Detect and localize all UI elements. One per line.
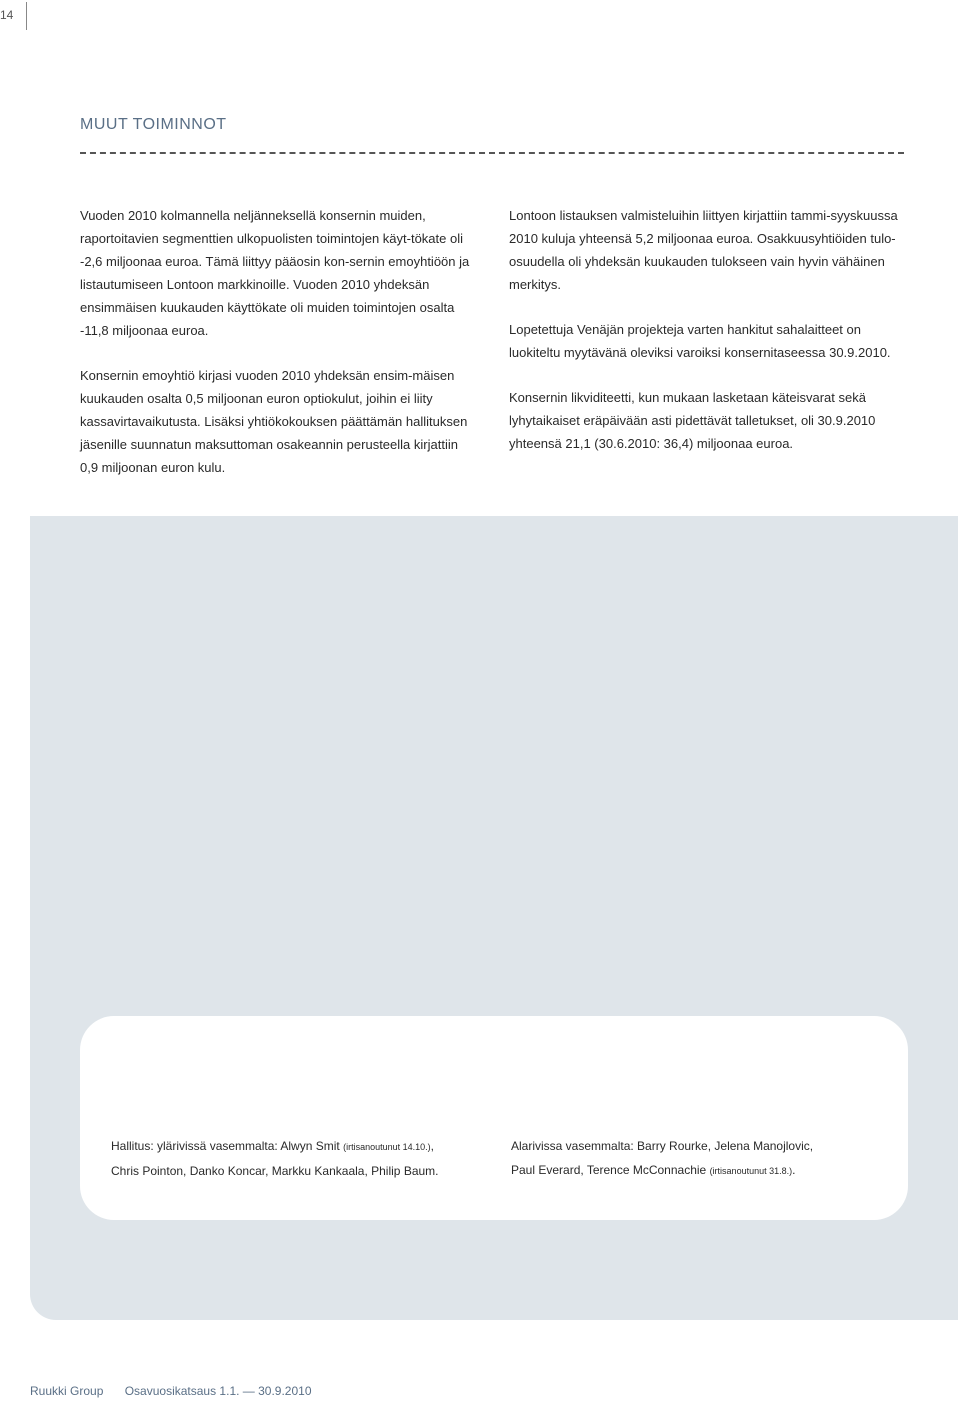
paragraph: Lontoon listauksen valmisteluihin liittyen kirjattiin tammi-syyskuussa 2010 kuluja yhteensä 5,2 miljoonaa euroa. Osakkuusyhtiöiden tulo-osuudella oli yhdeksän kuukauden tulokseen vain hyvin vähäinen merkitys. <box>509 208 898 292</box>
caption-punct: . <box>792 1163 796 1177</box>
photo-caption-left <box>111 1134 501 1183</box>
footer-company: Ruukki Group <box>30 1384 104 1398</box>
caption-box <box>80 1016 908 1220</box>
right-text-column <box>509 204 905 477</box>
page-number-divider <box>26 2 27 30</box>
paragraph: Konsernin likviditeetti, kun mukaan lasketaan käteisvarat sekä lyhytaikaiset eräpäivään asti pidettävät talletukset, oli 30.9.2010 yhteensä 21,1 (30.6.2010: 36,4) miljoonaa euroa. <box>509 390 876 451</box>
caption-punct: , <box>430 1139 434 1153</box>
section-title: MUUT TOIMINNOT <box>80 116 227 133</box>
caption-text: Alarivissa vasemmalta: Barry Rourke, Jelena Manojlovic, <box>511 1139 814 1153</box>
paragraph: Konsernin emoyhtiö kirjasi vuoden 2010 yhdeksän ensim-mäisen kuukauden osalta 0,5 miljoonan euron optiokulut, joihin ei liity kassavirtavaikutusta. Lisäksi yhtiökokouksen päättämän hallituksen jäsenille suunnatun maksuttoman osakeannin perusteella kirjattiin 0,9 miljoonan euron kulu. <box>80 368 468 475</box>
left-text-column <box>80 204 476 501</box>
footer <box>30 1384 312 1398</box>
caption-text: Paul Everard, Terence McConnachie <box>511 1163 707 1177</box>
footer-report: Osavuosikatsaus 1.1. — 30.9.2010 <box>124 1384 312 1398</box>
caption-note: (irtisanoutunut 14.10.) <box>343 1142 431 1152</box>
photo-caption-right <box>511 1134 901 1183</box>
paragraph: Vuoden 2010 kolmannella neljänneksellä konsernin muiden, raportoitavien segmenttien ulkopuolisten toimintojen käyt-tökate oli -2,6 miljoonaa euroa. Tämä liittyy pääosin kon-sernin emoyhtiöön ja listautumiseen Lontoon markkinoille. Vuoden 2010 yhdeksän ensimmäisen kuukauden käyttökate oli muiden toimintojen osalta -11,8 miljoonaa euroa. <box>80 208 470 338</box>
paragraph: Lopetettuja Venäjän projekteja varten hankitut sahalaitteet on luokiteltu myytävänä oleviksi varoiksi konsernitaseessa 30.9.2010. <box>509 322 891 360</box>
page-number: 14 <box>0 8 14 22</box>
caption-text: Chris Pointon, Danko Koncar, Markku Kankaala, Philip Baum. <box>111 1164 439 1178</box>
caption-note: (irtisanoutunut 31.8.) <box>709 1166 793 1176</box>
dashed-divider <box>80 152 904 154</box>
caption-text: Hallitus: ylärivissä vasemmalta: Alwyn Smit <box>111 1139 340 1153</box>
